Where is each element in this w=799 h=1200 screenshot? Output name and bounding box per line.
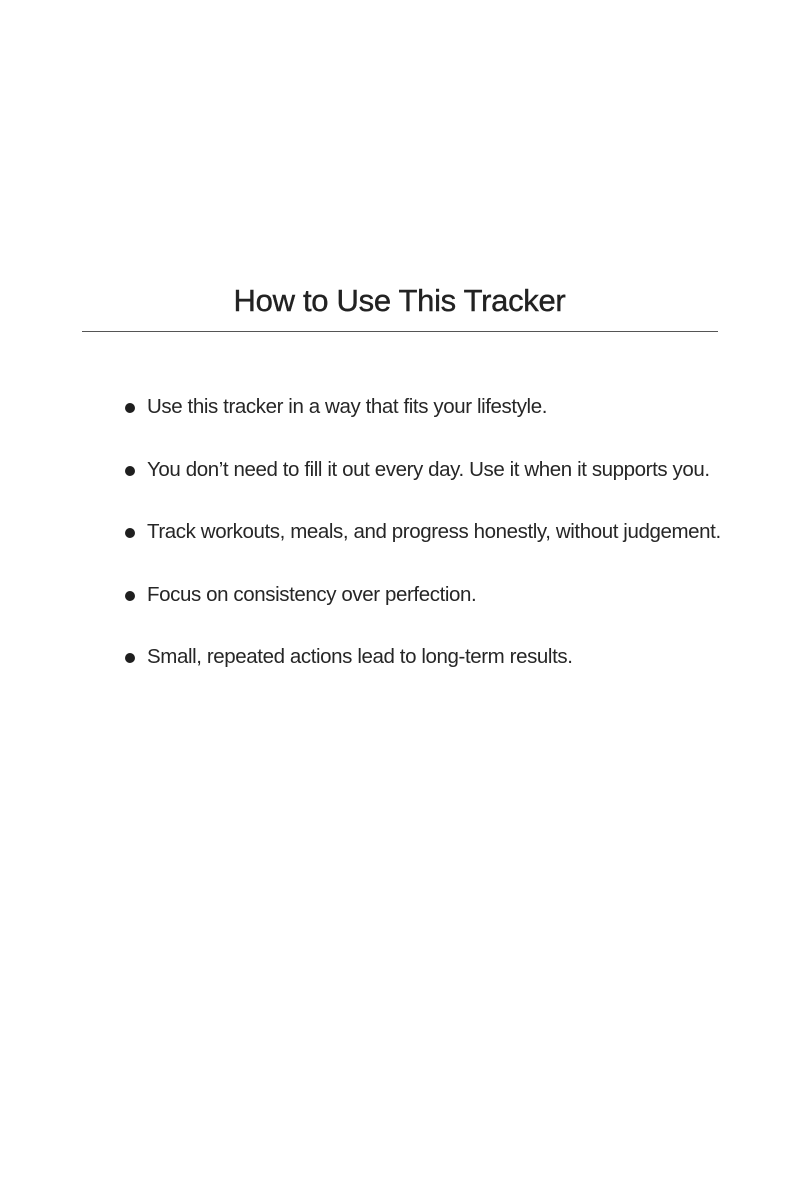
bullet-icon [125,403,135,413]
instruction-text: Small, repeated actions lead to long-term results. [147,645,573,668]
instruction-text: You don’t need to fill it out every day. Use it when it supports you. [147,457,710,481]
list-item [0,453,799,516]
instruction-list [0,390,799,703]
list-item [0,515,799,578]
instruction-text: Focus on consistency over perfection. [147,582,477,606]
list-item [0,390,799,453]
title-divider [82,331,718,332]
bullet-icon [125,591,135,601]
list-item [0,640,799,703]
bullet-icon [125,528,135,538]
instruction-text: Use this tracker in a way that fits your lifestyle. [147,395,548,418]
bullet-icon [125,653,135,663]
instruction-text: Track workouts, meals, and progress honestly, without judgement. [147,520,721,543]
bullet-icon [125,466,135,476]
page-title: How to Use This Tracker [233,283,566,318]
list-item [0,578,799,641]
